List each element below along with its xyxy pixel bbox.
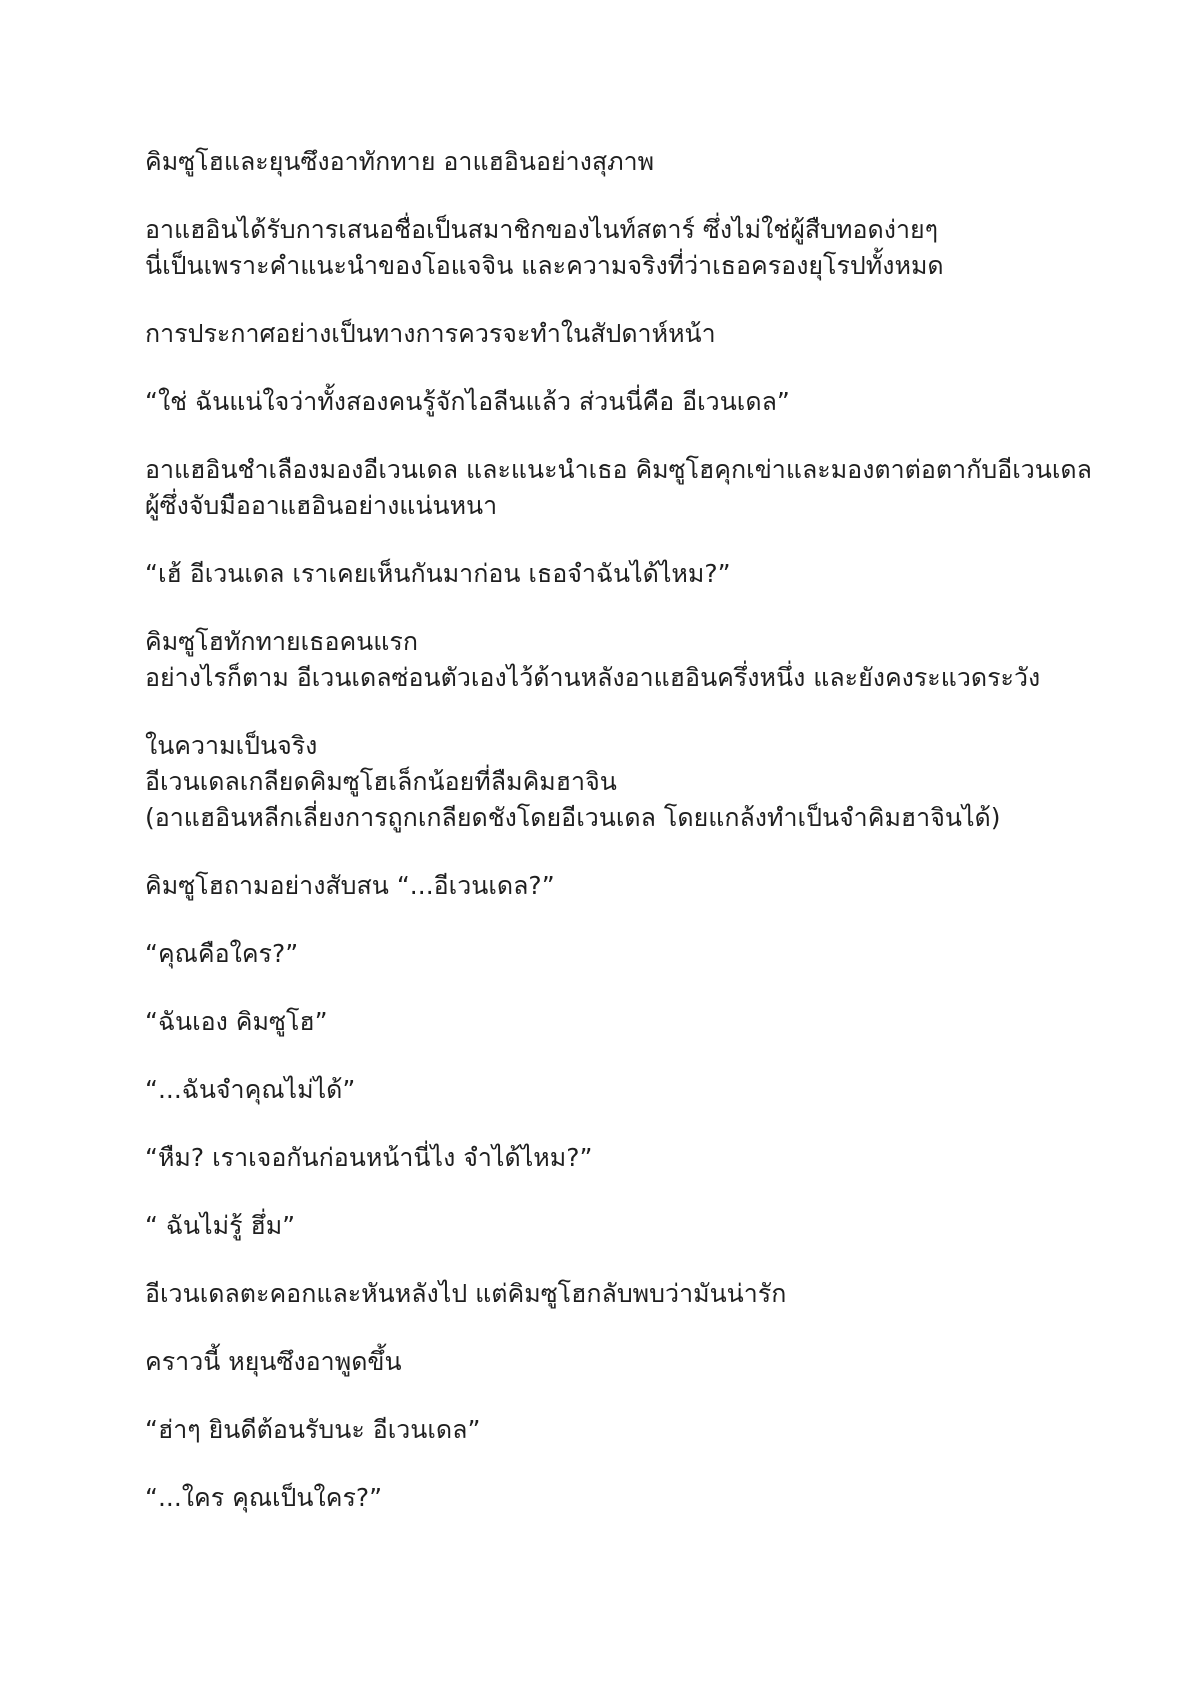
paragraph (145, 1004, 1065, 1040)
text-line: อีเวนเดลตะคอกและหันหลังไป แต่คิมซูโฮกลับพบว่ามันน่ารัก (145, 1279, 787, 1308)
text-line: “ฮ่าๆ ยินดีต้อนรับนะ อีเวนเดล” (145, 1415, 481, 1444)
paragraph (145, 1208, 1065, 1244)
text-line: คิมซูโฮทักทายเธอคนแรก (145, 627, 418, 656)
paragraph (145, 556, 1065, 592)
text-line: ผู้ซึ่งจับมืออาแฮอินอย่างแน่นหนา (145, 491, 498, 520)
text-line: อย่างไรก็ตาม อีเวนเดลซ่อนตัวเองไว้ด้านหลังอาแฮอินครึ่งหนึ่ง และยังคงระแวดระวัง (145, 663, 1041, 692)
text-line: อาแฮอินชำเลืองมองอีเวนเดล และแนะนำเธอ คิมซูโฮคุกเข่าและมองตาต่อตากับอีเวนเดล (145, 455, 1092, 484)
text-line: “ฉันเอง คิมซูโฮ” (145, 1007, 328, 1036)
text-line: การประกาศอย่างเป็นทางการควรจะทำในสัปดาห์หน้า (145, 319, 716, 348)
text-line: “เฮ้ อีเวนเดล เราเคยเห็นกันมาก่อน เธอจำฉันได้ไหม?” (145, 559, 731, 588)
paragraph (145, 1412, 1065, 1448)
paragraph (145, 452, 1092, 524)
paragraph (145, 384, 1065, 420)
text-line: อีเวนเดลเกลียดคิมซูโฮเล็กน้อยที่ลืมคิมฮาจิน (145, 767, 617, 796)
text-line: คราวนี้ หยุนซึงอาพูดขึ้น (145, 1347, 402, 1376)
paragraph (145, 212, 1065, 284)
text-line: (อาแฮอินหลีกเลี่ยงการถูกเกลียดชังโดยอีเวนเดล โดยแกล้งทำเป็นจำคิมฮาจินได้) (145, 803, 1001, 832)
paragraph (145, 1276, 1065, 1312)
paragraph (145, 1480, 1065, 1516)
text-line: “หืม? เราเจอกันก่อนหน้านี่ไง จำได้ไหม?” (145, 1143, 593, 1172)
paragraph (145, 316, 1065, 352)
paragraph (145, 1344, 1065, 1380)
text-line: “...ฉันจำคุณไม่ได้” (145, 1075, 356, 1104)
text-line: “...ใคร คุณเป็นใคร?” (145, 1483, 383, 1512)
text-line: “คุณคือใคร?” (145, 939, 299, 968)
text-line: คิมซูโฮถามอย่างสับสน “...อีเวนเดล?” (145, 871, 555, 900)
text-line: “ใช่ ฉันแน่ใจว่าทั้งสองคนรู้จักไอลีนแล้ว ส่วนนี่คือ อีเวนเดล” (145, 387, 790, 416)
text-line: นี่เป็นเพราะคำแนะนำของโอแจจิน และความจริงที่ว่าเธอครองยุโรปทั้งหมด (145, 251, 944, 280)
paragraph (145, 728, 1065, 836)
paragraph (145, 868, 1065, 904)
paragraph (145, 144, 1065, 180)
paragraph (145, 624, 1065, 696)
paragraph (145, 1140, 1065, 1176)
document-body (145, 144, 1092, 1548)
text-line: ในความเป็นจริง (145, 731, 318, 760)
paragraph (145, 1072, 1065, 1108)
text-line: อาแฮอินได้รับการเสนอชื่อเป็นสมาชิกของไนท์สตาร์ ซึ่งไม่ใช่ผู้สืบทอดง่ายๆ (145, 215, 939, 244)
text-line: คิมซูโฮและยุนซึงอาทักทาย อาแฮอินอย่างสุภาพ (145, 147, 655, 176)
paragraph (145, 936, 1065, 972)
text-line: “ ฉันไม่รู้ ฮึ่ม” (145, 1211, 296, 1240)
